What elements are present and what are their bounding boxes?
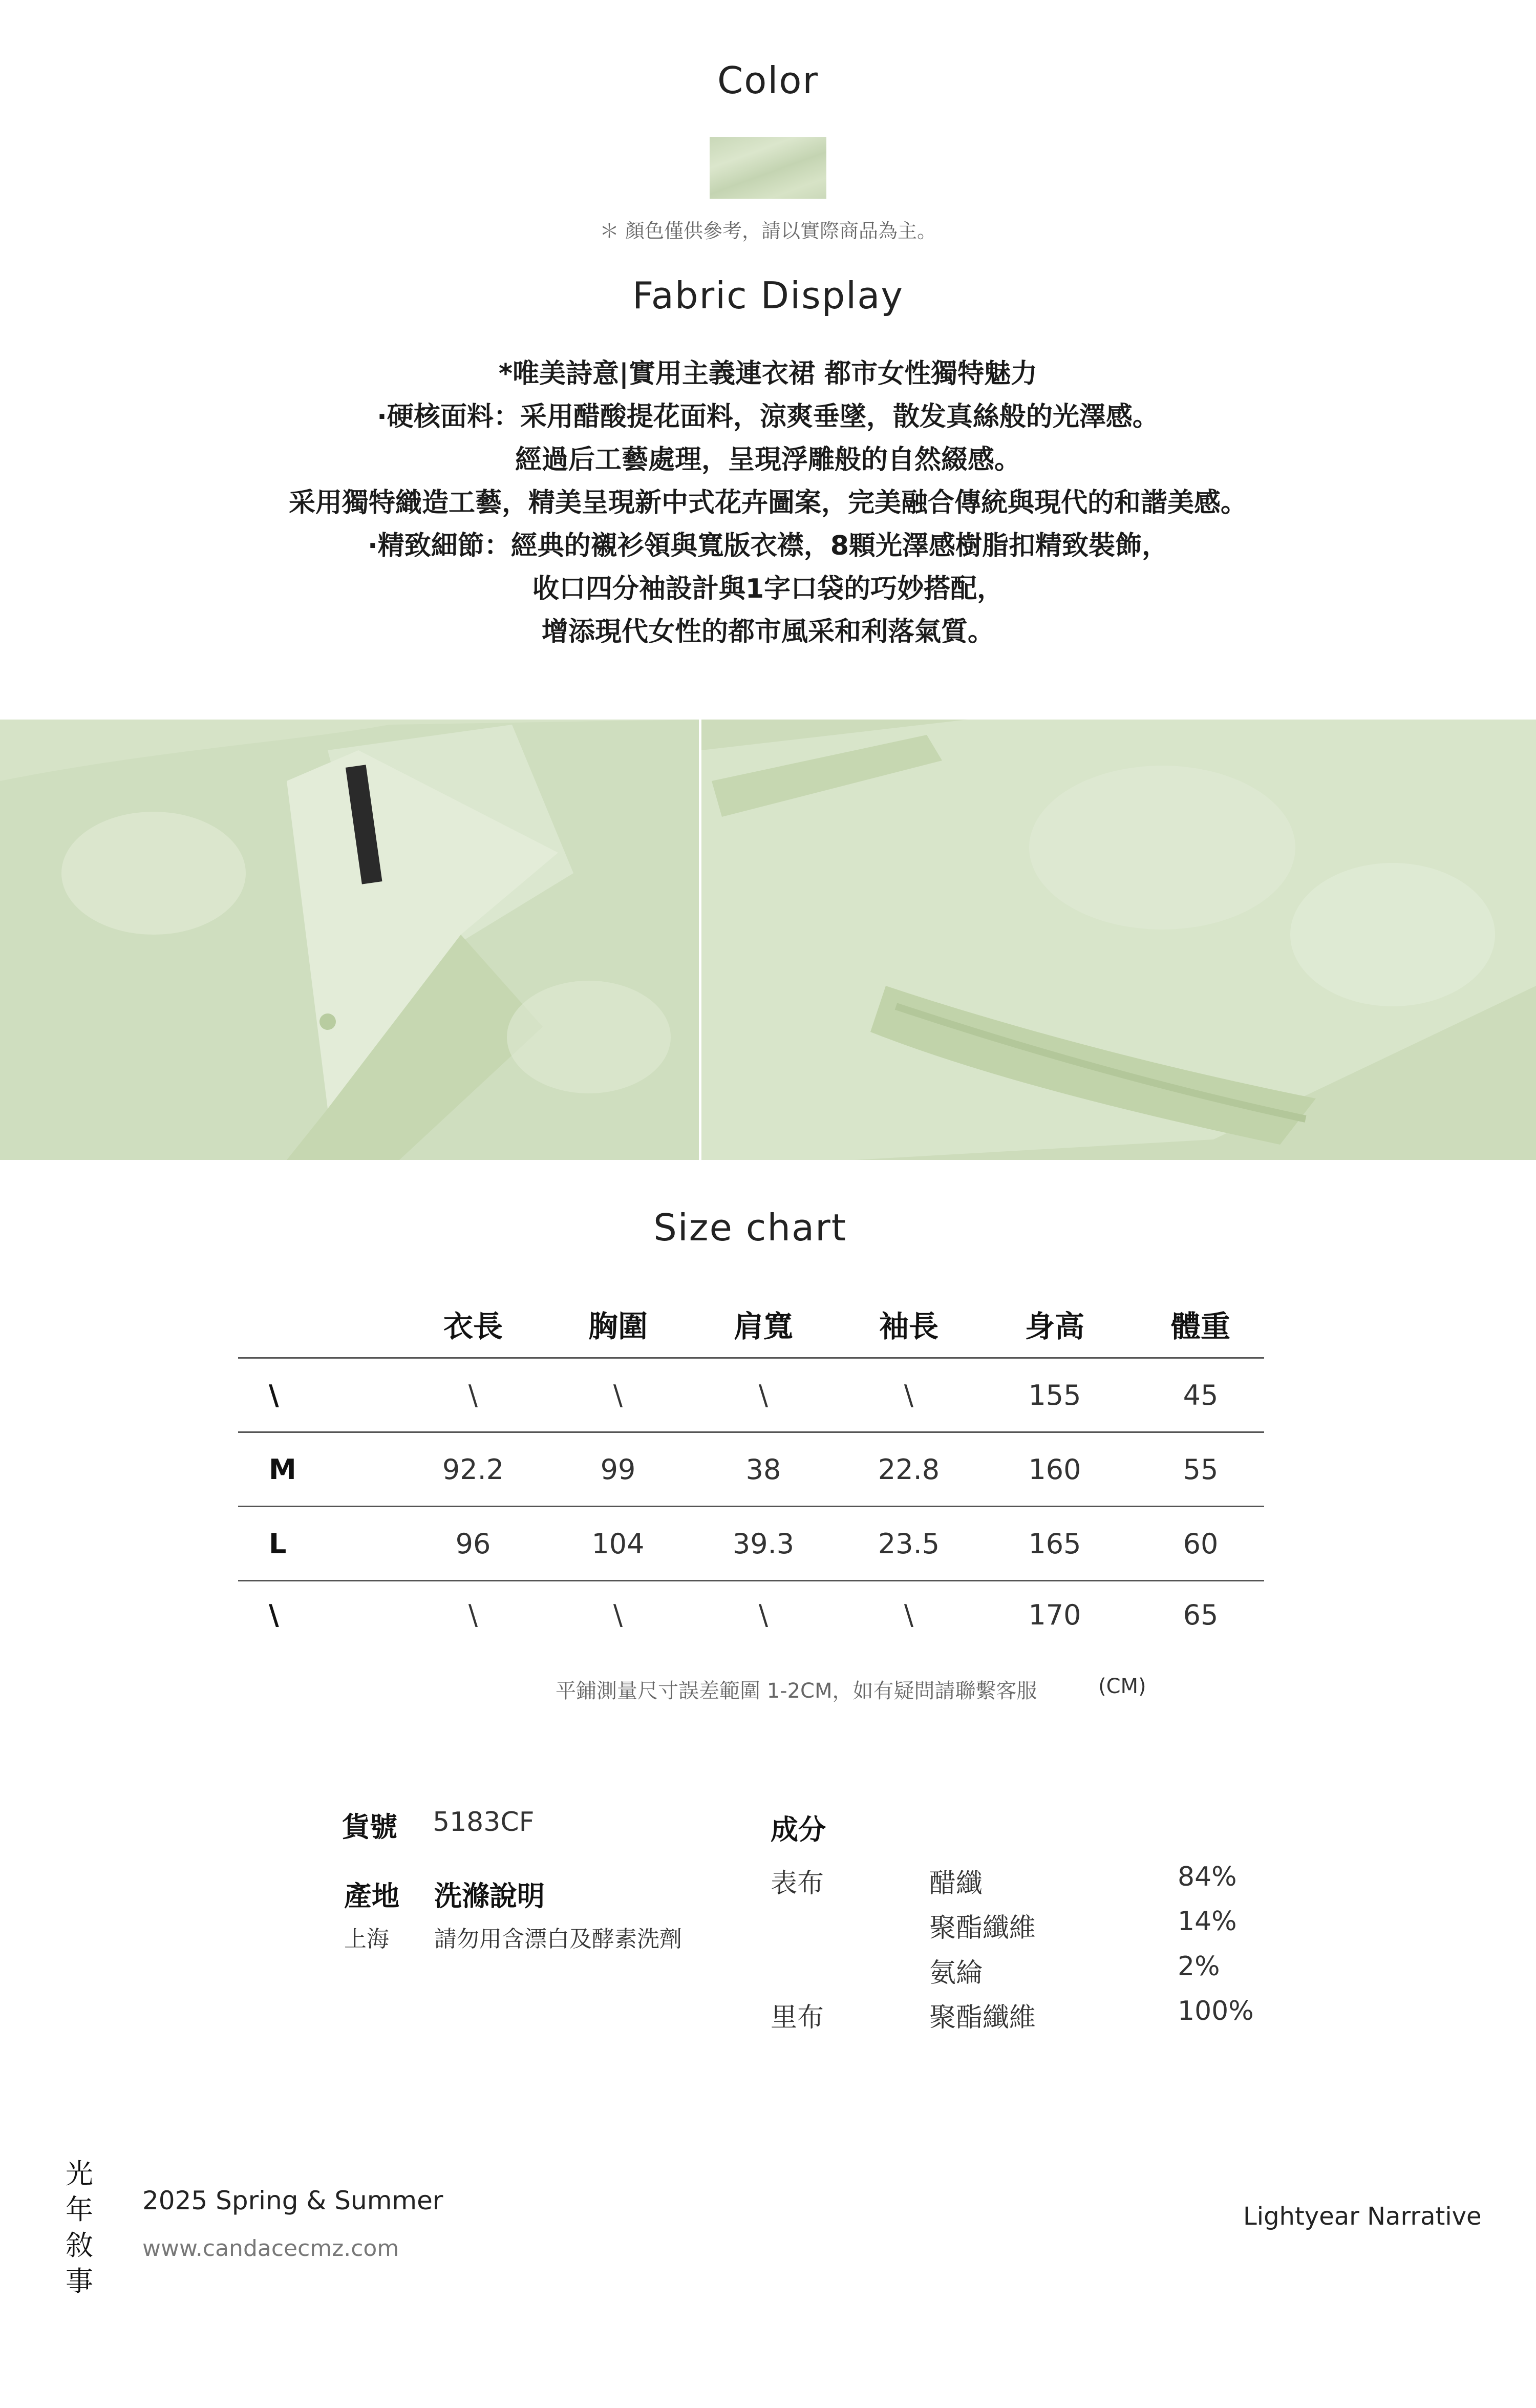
header-length: 衣長 — [443, 1309, 503, 1344]
header-weight: 體重 — [1170, 1309, 1230, 1344]
website-link[interactable]: www.candacecmz.com — [142, 2235, 399, 2262]
season-label: 2025 Spring & Summer — [142, 2186, 443, 2215]
origin: 上海 — [344, 1926, 389, 1952]
brand-char: 光 — [66, 2158, 93, 2190]
collar-detail-photo — [0, 720, 699, 1160]
cell-weight: 45 — [1183, 1379, 1219, 1411]
wash-instructions: 請勿用含漂白及酵素洗劑 — [434, 1926, 682, 1952]
color-title: Color — [717, 59, 819, 102]
cell-bust: 104 — [591, 1527, 645, 1560]
composition-percent: 2% — [1178, 1951, 1220, 1982]
fabric-line: 收口四分袖設計與1字口袋的巧妙搭配， — [532, 574, 1004, 604]
cell-sleeve: \ — [904, 1379, 914, 1411]
cell-bust: \ — [613, 1598, 623, 1631]
table-row — [238, 1507, 1264, 1581]
table-row — [238, 1433, 1264, 1507]
size-label: \ — [269, 1379, 279, 1411]
unit-label: (CM) — [1098, 1675, 1146, 1698]
cell-height: 170 — [1028, 1598, 1081, 1631]
fabric-line: 采用獨特織造工藝，精美呈現新中式花卉圖案，完美融合傳統與現代的和諧美感。 — [288, 488, 1247, 518]
fabric-line: 增添現代女性的都市風采和利落氣質。 — [541, 617, 994, 647]
composition-part: 表布 — [771, 1868, 824, 1899]
cell-height: 160 — [1028, 1453, 1081, 1486]
cell-sleeve: 23.5 — [878, 1527, 940, 1560]
header-height: 身高 — [1025, 1309, 1084, 1344]
cell-length: 96 — [455, 1527, 491, 1560]
table-row — [238, 1359, 1264, 1433]
cell-length: \ — [468, 1379, 478, 1411]
fabric-description — [0, 352, 1536, 653]
cell-weight: 60 — [1183, 1527, 1219, 1560]
composition-part: 里布 — [771, 2002, 824, 2033]
brand-char: 事 — [66, 2265, 93, 2297]
sleeve-detail-photo — [701, 720, 1536, 1160]
origin-label: 產地 — [344, 1880, 399, 1912]
cell-height: 155 — [1028, 1379, 1081, 1411]
table-row — [238, 1581, 1264, 1648]
composition-percent: 14% — [1178, 1906, 1237, 1937]
cell-weight: 55 — [1183, 1453, 1219, 1486]
cell-shoulder: \ — [758, 1598, 769, 1631]
composition-material: 聚酯纖維 — [929, 1913, 1036, 1944]
cell-shoulder: 38 — [745, 1453, 781, 1486]
size-label: M — [269, 1453, 296, 1486]
item-no: 5183CF — [433, 1807, 535, 1837]
size-chart-title: Size chart — [653, 1206, 847, 1249]
cell-bust: 99 — [600, 1453, 636, 1486]
cell-weight: 65 — [1183, 1598, 1219, 1631]
color-note: ＊ 顏色僅供參考，請以實際商品為主。 — [599, 220, 937, 242]
cell-shoulder: 39.3 — [732, 1527, 795, 1560]
fabric-line: ·硬核面料：采用醋酸提花面料，涼爽垂墜，散发真絲般的光澤感。 — [377, 402, 1159, 432]
cell-sleeve: 22.8 — [878, 1453, 940, 1486]
wash-label: 洗滌說明 — [434, 1880, 545, 1912]
cell-height: 165 — [1028, 1527, 1081, 1560]
header-shoulder: 肩寬 — [733, 1309, 793, 1344]
fabric-title: Fabric Display — [632, 274, 904, 317]
cell-bust: \ — [613, 1379, 623, 1411]
brand-vertical-logo — [64, 2156, 95, 2299]
composition-percent: 84% — [1178, 1862, 1237, 1892]
size-label: \ — [269, 1598, 279, 1631]
cell-sleeve: \ — [904, 1598, 914, 1631]
composition-material: 聚酯纖維 — [929, 2002, 1036, 2033]
measurement-note: 平鋪測量尺寸誤差範圍 1-2CM，如有疑問請聯繫客服 — [556, 1679, 1037, 1703]
fabric-line: *唯美詩意|實用主義連衣裙 都市女性獨特魅力 — [498, 358, 1038, 389]
composition-label: 成分 — [771, 1813, 826, 1846]
brand-char: 敘 — [66, 2229, 93, 2262]
fabric-line: ·精致細節：經典的襯衫領與寬版衣襟，8顆光澤感樹脂扣精致裝飾， — [368, 531, 1168, 561]
composition-material: 氨綸 — [929, 1958, 983, 1989]
cell-length: \ — [468, 1598, 478, 1631]
composition-material: 醋纖 — [929, 1868, 983, 1899]
brand-char: 年 — [66, 2193, 93, 2226]
color-swatch[interactable] — [710, 137, 826, 199]
composition-percent: 100% — [1178, 1996, 1254, 2026]
cell-shoulder: \ — [758, 1379, 769, 1411]
size-label: L — [269, 1527, 287, 1560]
cell-length: 92.2 — [442, 1453, 504, 1486]
item-no-label: 貨號 — [342, 1811, 397, 1843]
brand-english-name: Lightyear Narrative — [1243, 2202, 1482, 2231]
fabric-line: 經過后工藝處理，呈現浮雕般的自然綴感。 — [515, 445, 1021, 475]
header-bust: 胸圍 — [588, 1309, 648, 1344]
header-sleeve: 袖長 — [879, 1309, 938, 1344]
size-table-header — [238, 1291, 1264, 1359]
